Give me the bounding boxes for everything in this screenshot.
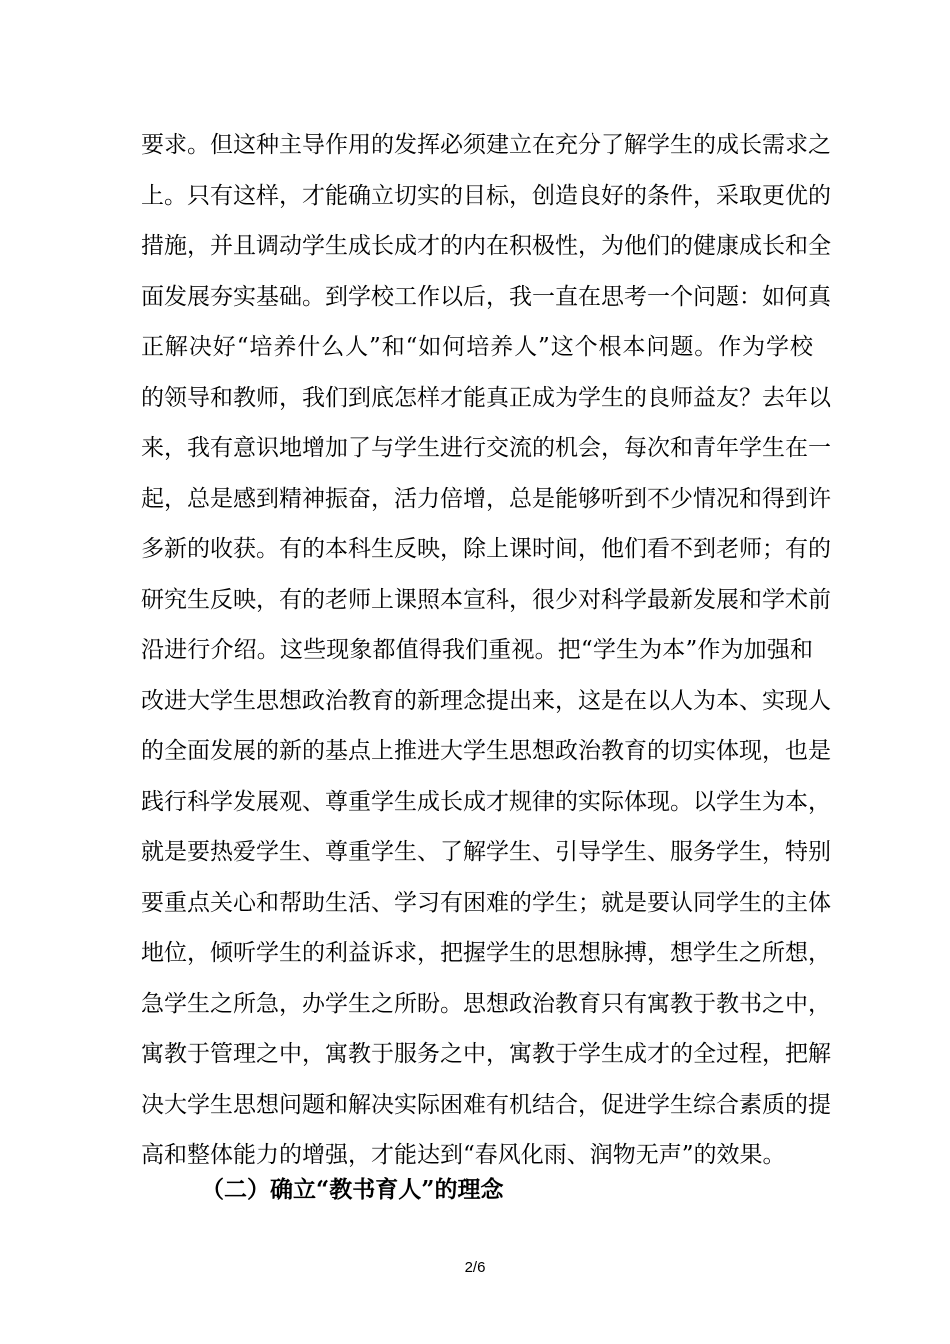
text-line: 地位，倾听学生的利益诉求，把握学生的思想脉搏，想学生之所想， [141,940,831,966]
text-line: 要求。但这种主导作用的发挥必须建立在充分了解学生的成长需求之 [141,132,831,158]
text-line: 寓教于管理之中，寓教于服务之中，寓教于学生成才的全过程，把解 [141,1041,831,1067]
page-number: 2/6 [464,1259,486,1276]
text-line: 起，总是感到精神振奋，活力倍增，总是能够听到不少情况和得到许 [141,485,831,512]
text-line: 正解决好“培养什么人”和“如何培养人”这个根本问题。作为学校 [141,334,813,360]
text-line: 的全面发展的新的基点上推进大学生思想政治教育的切实体现，也是 [141,738,831,764]
text-line: 急学生之所急，办学生之所盼。思想政治教育只有寓教于教书之中， [141,990,831,1017]
text-line: 多新的收获。有的本科生反映，除上课时间，他们看不到老师；有的 [141,536,831,562]
text-line: 研究生反映，有的老师上课照本宣科，很少对科学最新发展和学术前 [141,586,831,613]
text-line: 上。只有这样，才能确立切实的目标，创造良好的条件，采取更优的 [141,182,831,209]
text-line: 践行科学发展观、尊重学生成长成才规律的实际体现。以学生为本， [141,788,831,815]
text-line: 面发展夯实基础。到学校工作以后，我一直在思考一个问题：如何真 [141,283,831,310]
text-line: 高和整体能力的增强，才能达到“春风化雨、润物无声”的效果。 [141,1142,786,1168]
text-line: 要重点关心和帮助生活、学习有困难的学生；就是要认同学生的主体 [141,889,831,916]
text-line: 措施，并且调动学生成长成才的内在积极性，为他们的健康成长和全 [141,233,831,259]
text-line: 沿进行介绍。这些现象都值得我们重视。把“学生为本”作为加强和 [141,637,813,663]
text-line: 就是要热爱学生、尊重学生、了解学生、引导学生、服务学生，特别 [141,839,831,865]
text-line: 来，我有意识地增加了与学生进行交流的机会，每次和青年学生在一 [141,435,831,461]
text-line: 决大学生思想问题和解决实际困难有机结合，促进学生综合素质的提 [141,1091,831,1118]
text-line: 的领导和教师，我们到底怎样才能真正成为学生的良师益友？去年以 [141,384,831,411]
body-paragraph [141,120,831,1181]
section-heading: （二）确立“教书育人”的理念 [201,1176,504,1203]
text-line: 改进大学生思想政治教育的新理念提出来，这是在以人为本、实现人 [141,687,831,714]
